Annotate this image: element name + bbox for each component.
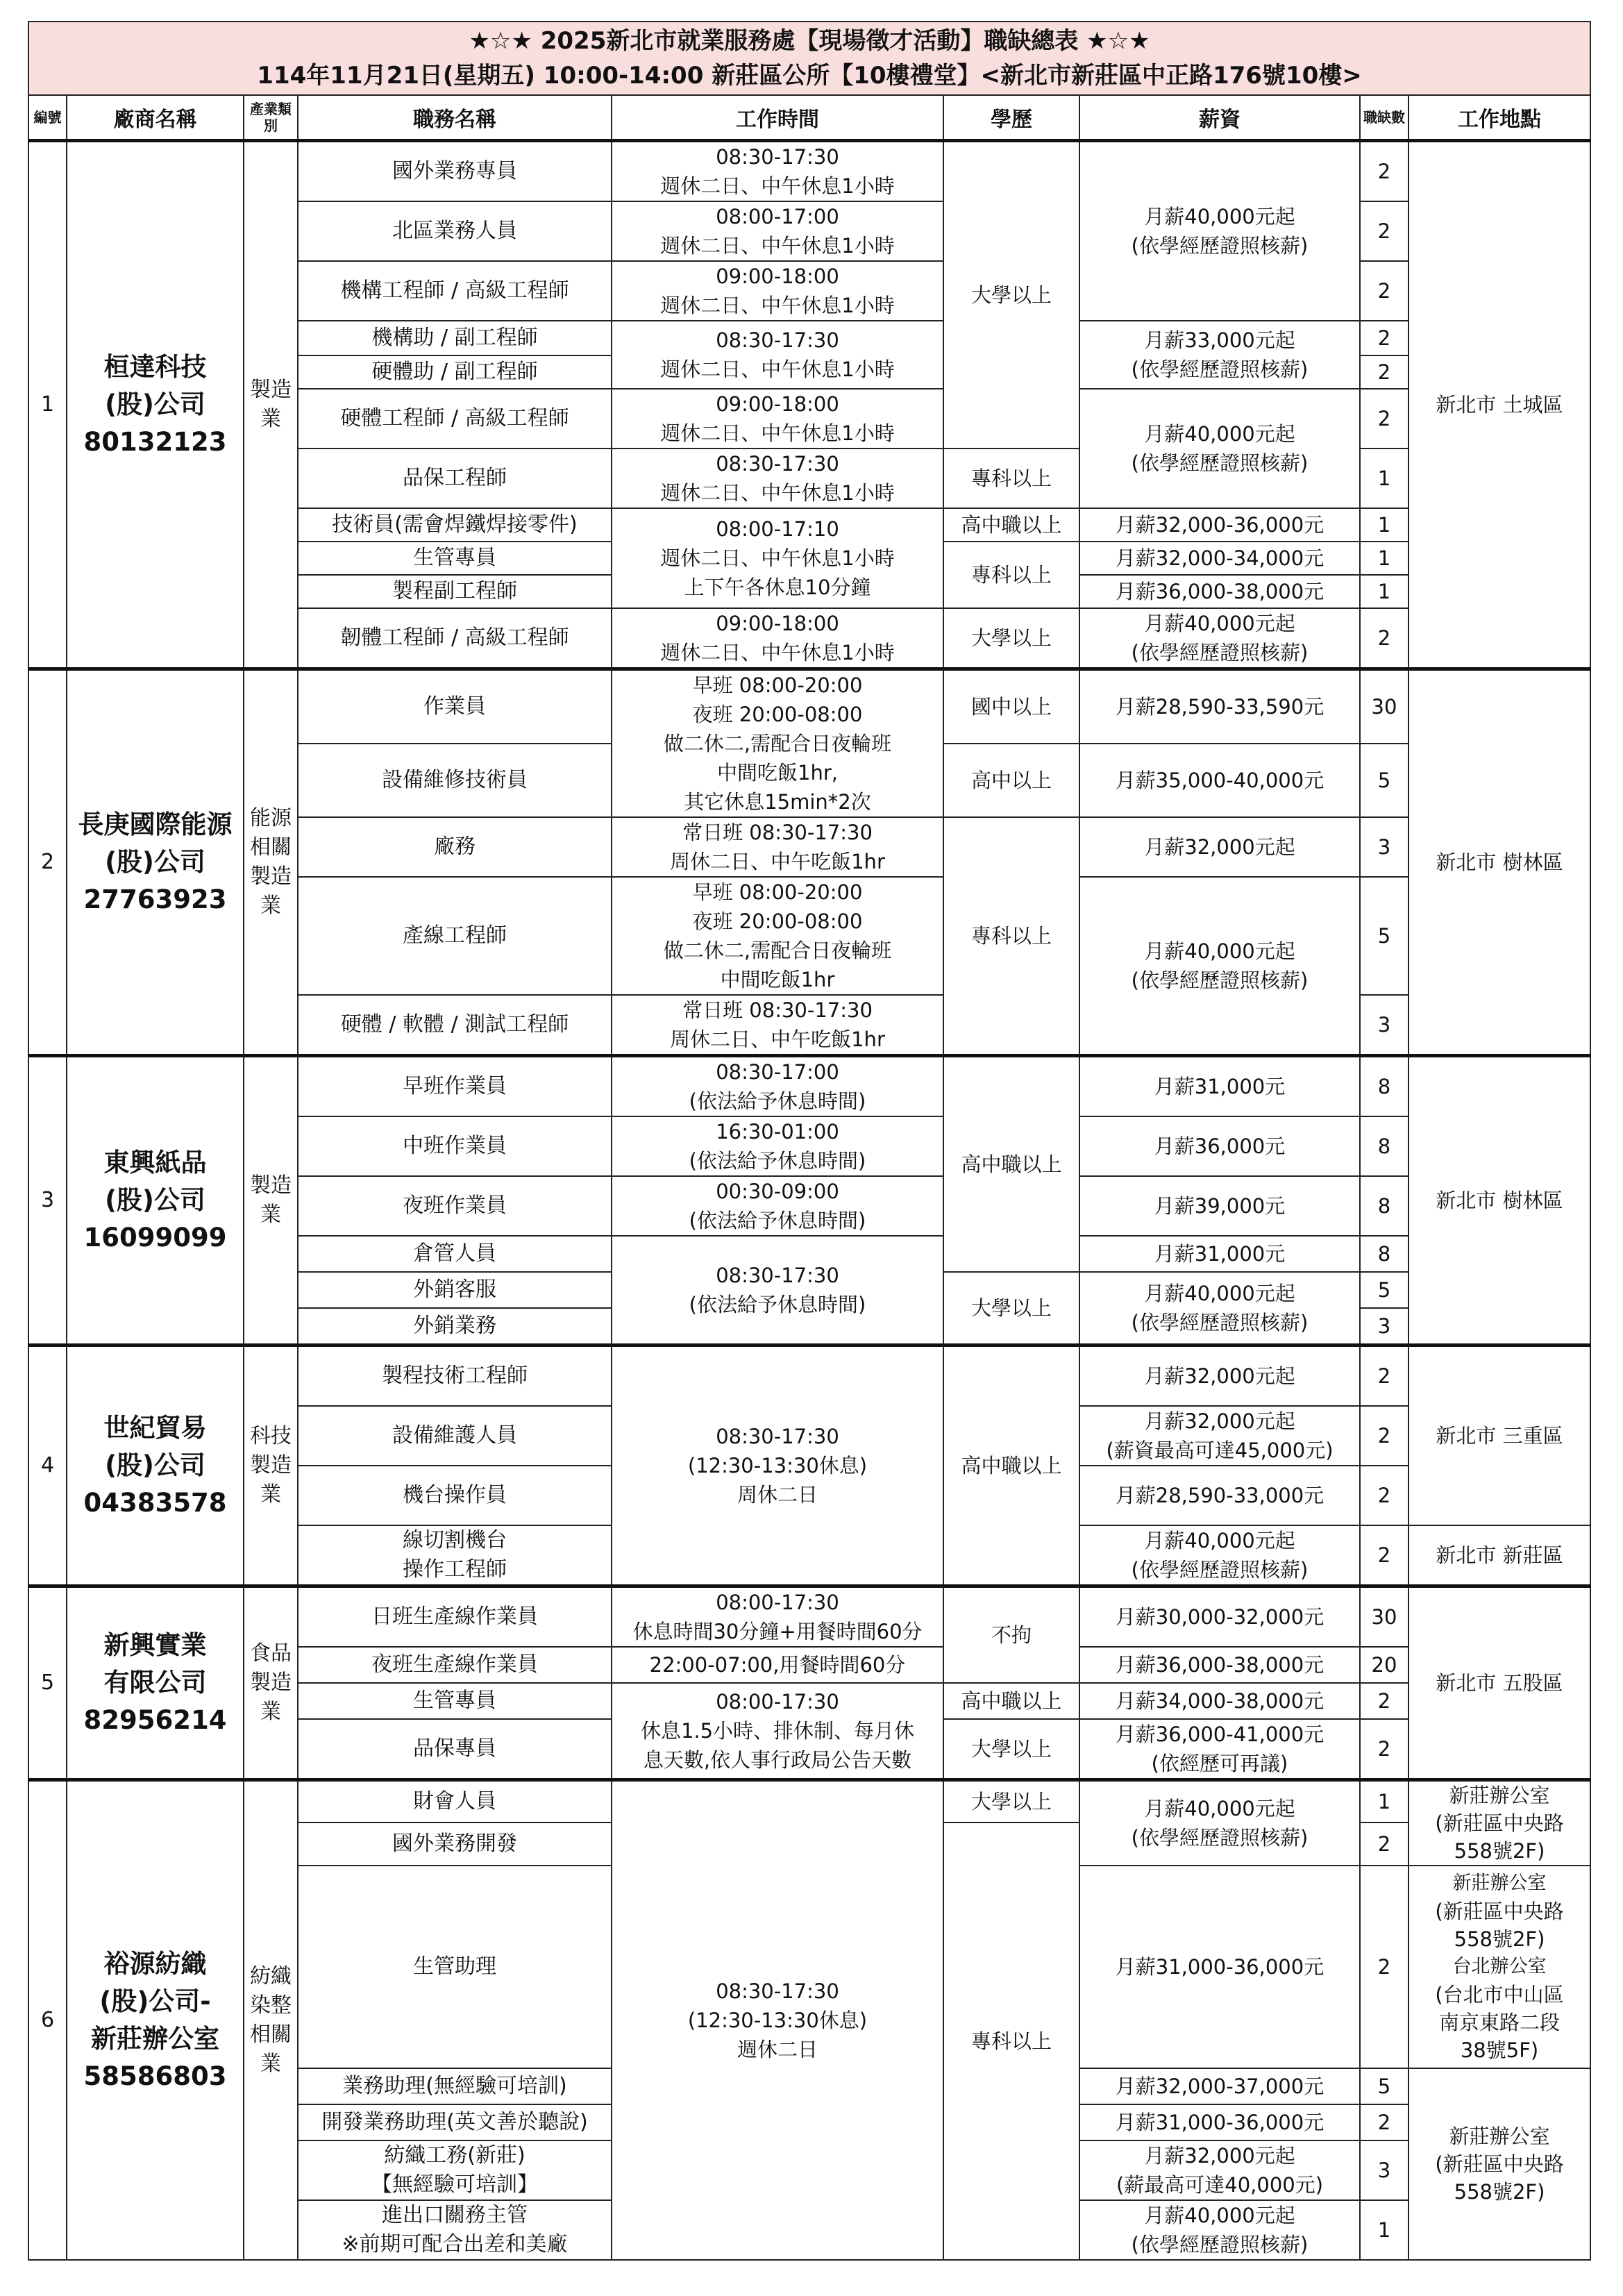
header-openings: 職缺數	[1360, 95, 1408, 141]
openings: 1	[1360, 575, 1408, 608]
salary: 月薪33,000元起 (依學經歷證照核薪)	[1079, 321, 1360, 389]
openings: 5	[1360, 2068, 1408, 2104]
job-title: 機構助 / 副工程師	[298, 321, 612, 355]
openings: 2	[1360, 1466, 1408, 1525]
work-hours: 08:00-17:10 週休二日、中午休息1小時 上下午各休息10分鐘	[612, 508, 943, 608]
salary: 月薪32,000元起	[1079, 817, 1360, 877]
industry-category: 製造 業	[244, 1056, 298, 1346]
company-name: 東興紙品 (股)公司 16099099	[67, 1056, 244, 1346]
header-hours: 工作時間	[612, 95, 943, 141]
salary: 月薪31,000-36,000元	[1079, 1866, 1360, 2068]
education: 高中以上	[943, 744, 1079, 817]
work-hours: 00:30-09:00 (依法給予休息時間)	[612, 1176, 943, 1236]
education: 國中以上	[943, 669, 1079, 744]
company-name: 新興實業 有限公司 82956214	[67, 1586, 244, 1780]
salary: 月薪28,590-33,590元	[1079, 669, 1360, 744]
education: 大學以上	[943, 141, 1079, 449]
company-number: 4	[28, 1346, 67, 1586]
company-name: 桓達科技 (股)公司 80132123	[67, 141, 244, 669]
openings: 1	[1360, 1780, 1408, 1823]
education: 高中職以上	[943, 1683, 1079, 1719]
company-number: 2	[28, 669, 67, 1056]
title-line-2: 114年11月21日(星期五) 10:00-14:00 新莊區公所【10樓禮堂】<新北市新莊區中正路176號10樓>	[257, 62, 1362, 90]
work-hours: 常日班 08:30-17:30 周休二日、中午吃飯1hr	[612, 817, 943, 877]
work-hours: 08:00-17:30 休息時間30分鐘+用餐時間60分	[612, 1586, 943, 1648]
openings: 2	[1360, 141, 1408, 202]
openings: 2	[1360, 389, 1408, 449]
openings: 2	[1360, 1683, 1408, 1719]
job-title: 外銷業務	[298, 1308, 612, 1346]
education: 高中職以上	[943, 1056, 1079, 1273]
openings: 2	[1360, 321, 1408, 355]
work-location: 新莊辦公室 (新莊區中央路 558號2F)	[1408, 2068, 1590, 2260]
salary: 月薪31,000元	[1079, 1236, 1360, 1272]
job-title: 外銷客服	[298, 1272, 612, 1308]
openings: 3	[1360, 2140, 1408, 2200]
salary: 月薪40,000元起 (依學經歷證照核薪)	[1079, 141, 1360, 321]
openings: 1	[1360, 508, 1408, 542]
job-title: 夜班作業員	[298, 1176, 612, 1236]
openings: 3	[1360, 1308, 1408, 1346]
company-name: 世紀貿易 (股)公司 04383578	[67, 1346, 244, 1586]
industry-category: 能源 相關 製造 業	[244, 669, 298, 1056]
work-hours: 08:30-17:30 (依法給予休息時間)	[612, 1236, 943, 1346]
work-hours: 08:30-17:30 週休二日、中午休息1小時	[612, 141, 943, 202]
work-hours: 早班 08:00-20:00 夜班 20:00-08:00 做二休二,需配合日夜輪班 中間吃飯1hr, 其它休息15min*2次	[612, 669, 943, 818]
job-title: 品保工程師	[298, 449, 612, 508]
job-title: 中班作業員	[298, 1116, 612, 1176]
salary: 月薪35,000-40,000元	[1079, 744, 1360, 817]
header-no: 編號	[28, 95, 67, 141]
job-vacancy-sheet	[28, 21, 1590, 2261]
salary: 月薪32,000-36,000元	[1079, 508, 1360, 542]
work-hours: 08:30-17:00 (依法給予休息時間)	[612, 1056, 943, 1117]
salary: 月薪36,000-38,000元	[1079, 1647, 1360, 1683]
work-hours: 08:30-17:30 週休二日、中午休息1小時	[612, 449, 943, 508]
header-salary: 薪資	[1079, 95, 1360, 141]
company-name: 長庚國際能源 (股)公司 27763923	[67, 669, 244, 1056]
work-location: 新北市 樹林區	[1408, 669, 1590, 1056]
openings: 8	[1360, 1116, 1408, 1176]
job-title: 廠務	[298, 817, 612, 877]
openings: 8	[1360, 1056, 1408, 1117]
education: 專科以上	[943, 817, 1079, 1056]
job-title: 業務助理(無經驗可培訓)	[298, 2068, 612, 2104]
education: 大學以上	[943, 1272, 1079, 1346]
job-title: 開發業務助理(英文善於聽說)	[298, 2104, 612, 2140]
openings: 1	[1360, 2200, 1408, 2260]
salary: 月薪36,000-41,000元 (依經歷可再議)	[1079, 1719, 1360, 1780]
job-title: 國外業務專員	[298, 141, 612, 202]
header-edu: 學歷	[943, 95, 1079, 141]
education: 專科以上	[943, 542, 1079, 608]
job-title: 作業員	[298, 669, 612, 744]
salary: 月薪30,000-32,000元	[1079, 1586, 1360, 1648]
salary: 月薪32,000元起 (薪資最高可達45,000元)	[1079, 1406, 1360, 1466]
salary: 月薪40,000元起 (依學經歷證照核薪)	[1079, 2200, 1360, 2260]
work-hours: 08:00-17:00 週休二日、中午休息1小時	[612, 201, 943, 261]
work-location: 新莊辦公室 (新莊區中央路 558號2F) 台北辦公室 (台北市中山區 南京東路二段 38號5F)	[1408, 1866, 1590, 2068]
salary: 月薪32,000-37,000元	[1079, 2068, 1360, 2104]
work-hours: 早班 08:00-20:00 夜班 20:00-08:00 做二休二,需配合日夜輪班 中間吃飯1hr	[612, 877, 943, 995]
work-hours: 22:00-07:00,用餐時間60分	[612, 1647, 943, 1683]
job-title: 製程副工程師	[298, 575, 612, 608]
company-number: 6	[28, 1780, 67, 2261]
table-row	[28, 1346, 1590, 1407]
job-title: 機構工程師 / 高級工程師	[298, 261, 612, 321]
work-hours: 08:30-17:30 (12:30-13:30休息) 週休二日	[612, 1780, 943, 2261]
industry-category: 製造 業	[244, 141, 298, 669]
openings: 30	[1360, 669, 1408, 744]
education: 高中職以上	[943, 508, 1079, 542]
salary: 月薪40,000元起 (依學經歷證照核薪)	[1079, 1272, 1360, 1346]
salary: 月薪40,000元起 (依學經歷證照核薪)	[1079, 389, 1360, 508]
job-title: 韌體工程師 / 高級工程師	[298, 608, 612, 669]
job-title: 技術員(需會焊鐵焊接零件)	[298, 508, 612, 542]
industry-category: 食品 製造 業	[244, 1586, 298, 1780]
education: 不拘	[943, 1586, 1079, 1684]
job-title: 品保專員	[298, 1719, 612, 1780]
openings: 5	[1360, 744, 1408, 817]
openings: 1	[1360, 542, 1408, 575]
company-number: 1	[28, 141, 67, 669]
job-title: 生管專員	[298, 1683, 612, 1719]
openings: 5	[1360, 877, 1408, 995]
work-location: 新北市 三重區	[1408, 1346, 1590, 1526]
salary: 月薪40,000元起 (依學經歷證照核薪)	[1079, 877, 1360, 1056]
work-hours: 09:00-18:00 週休二日、中午休息1小時	[612, 608, 943, 669]
openings: 20	[1360, 1647, 1408, 1683]
salary: 月薪31,000元	[1079, 1056, 1360, 1117]
job-title: 硬體 / 軟體 / 測試工程師	[298, 995, 612, 1056]
header-location: 工作地點	[1408, 95, 1590, 141]
salary: 月薪31,000-36,000元	[1079, 2104, 1360, 2140]
education: 高中職以上	[943, 1346, 1079, 1586]
company-number: 3	[28, 1056, 67, 1346]
table-row	[28, 1056, 1590, 1117]
salary: 月薪40,000元起 (依學經歷證照核薪)	[1079, 1525, 1360, 1586]
work-location: 新北市 五股區	[1408, 1586, 1590, 1780]
openings: 2	[1360, 261, 1408, 321]
openings: 8	[1360, 1236, 1408, 1272]
salary: 月薪40,000元起 (依學經歷證照核薪)	[1079, 1780, 1360, 1866]
header-job: 職務名稱	[298, 95, 612, 141]
openings: 5	[1360, 1272, 1408, 1308]
title-row	[28, 22, 1590, 95]
job-title: 日班生產線作業員	[298, 1586, 612, 1648]
page-title	[28, 22, 1590, 95]
job-title: 國外業務開發	[298, 1822, 612, 1866]
openings: 1	[1360, 449, 1408, 508]
work-location: 新北市 新莊區	[1408, 1525, 1590, 1586]
header-industry: 產業類別	[244, 95, 298, 141]
table-row	[28, 141, 1590, 202]
job-title: 機台操作員	[298, 1466, 612, 1525]
salary: 月薪32,000元起	[1079, 1346, 1360, 1407]
table-row	[28, 1586, 1590, 1648]
job-title: 生管助理	[298, 1866, 612, 2068]
openings: 2	[1360, 355, 1408, 389]
salary: 月薪39,000元	[1079, 1176, 1360, 1236]
work-hours: 08:30-17:30 (12:30-13:30休息) 周休二日	[612, 1346, 943, 1586]
salary: 月薪34,000-38,000元	[1079, 1683, 1360, 1719]
openings: 2	[1360, 1719, 1408, 1780]
salary: 月薪40,000元起 (依學經歷證照核薪)	[1079, 608, 1360, 669]
work-hours: 09:00-18:00 週休二日、中午休息1小時	[612, 389, 943, 449]
job-title: 設備維護人員	[298, 1406, 612, 1466]
job-title: 線切割機台 操作工程師	[298, 1525, 612, 1586]
work-location: 新莊辦公室 (新莊區中央路 558號2F)	[1408, 1780, 1590, 1866]
openings: 2	[1360, 1822, 1408, 1866]
openings: 2	[1360, 1525, 1408, 1586]
salary: 月薪28,590-33,000元	[1079, 1466, 1360, 1525]
salary: 月薪36,000-38,000元	[1079, 575, 1360, 608]
openings: 2	[1360, 201, 1408, 261]
openings: 2	[1360, 1406, 1408, 1466]
industry-category: 科技 製造 業	[244, 1346, 298, 1586]
education: 專科以上	[943, 1822, 1079, 2260]
job-title: 產線工程師	[298, 877, 612, 995]
company-number: 5	[28, 1586, 67, 1780]
job-title: 倉管人員	[298, 1236, 612, 1272]
job-title: 進出口關務主管 ※前期可配合出差和美廠	[298, 2200, 612, 2260]
job-title: 生管專員	[298, 542, 612, 575]
education: 大學以上	[943, 1780, 1079, 1823]
table-row	[28, 669, 1590, 744]
job-title: 製程技術工程師	[298, 1346, 612, 1407]
work-hours: 09:00-18:00 週休二日、中午休息1小時	[612, 261, 943, 321]
title-line-1: ★☆★ 2025新北市就業服務處【現場徵才活動】職缺總表 ★☆★	[469, 27, 1150, 55]
work-hours: 16:30-01:00 (依法給予休息時間)	[612, 1116, 943, 1176]
openings: 8	[1360, 1176, 1408, 1236]
work-hours: 常日班 08:30-17:30 周休二日、中午吃飯1hr	[612, 995, 943, 1056]
job-title: 早班作業員	[298, 1056, 612, 1117]
education: 大學以上	[943, 1719, 1079, 1780]
openings: 2	[1360, 608, 1408, 669]
openings: 3	[1360, 817, 1408, 877]
vacancy-table	[28, 21, 1591, 2261]
education: 大學以上	[943, 608, 1079, 669]
work-hours: 08:30-17:30 週休二日、中午休息1小時	[612, 321, 943, 389]
openings: 2	[1360, 2104, 1408, 2140]
education: 專科以上	[943, 449, 1079, 508]
work-hours: 08:00-17:30 休息1.5小時、排休制、每月休 息天數,依人事行政局公告天數	[612, 1683, 943, 1780]
job-title: 設備維修技術員	[298, 744, 612, 817]
openings: 30	[1360, 1586, 1408, 1648]
openings: 3	[1360, 995, 1408, 1056]
work-location: 新北市 土城區	[1408, 141, 1590, 669]
openings: 2	[1360, 1866, 1408, 2068]
table-row	[28, 1780, 1590, 1823]
salary: 月薪36,000元	[1079, 1116, 1360, 1176]
company-name: 裕源紡織 (股)公司- 新莊辦公室 58586803	[67, 1780, 244, 2261]
work-location: 新北市 樹林區	[1408, 1056, 1590, 1346]
job-title: 硬體工程師 / 高級工程師	[298, 389, 612, 449]
job-title: 硬體助 / 副工程師	[298, 355, 612, 389]
job-title: 紡織工務(新莊) 【無經驗可培訓】	[298, 2140, 612, 2200]
header-row	[28, 95, 1590, 141]
openings: 2	[1360, 1346, 1408, 1407]
salary: 月薪32,000-34,000元	[1079, 542, 1360, 575]
job-title: 財會人員	[298, 1780, 612, 1823]
salary: 月薪32,000元起 (薪最高可達40,000元)	[1079, 2140, 1360, 2200]
industry-category: 紡織 染整 相關 業	[244, 1780, 298, 2261]
job-title: 夜班生產線作業員	[298, 1647, 612, 1683]
header-company: 廠商名稱	[67, 95, 244, 141]
job-title: 北區業務人員	[298, 201, 612, 261]
